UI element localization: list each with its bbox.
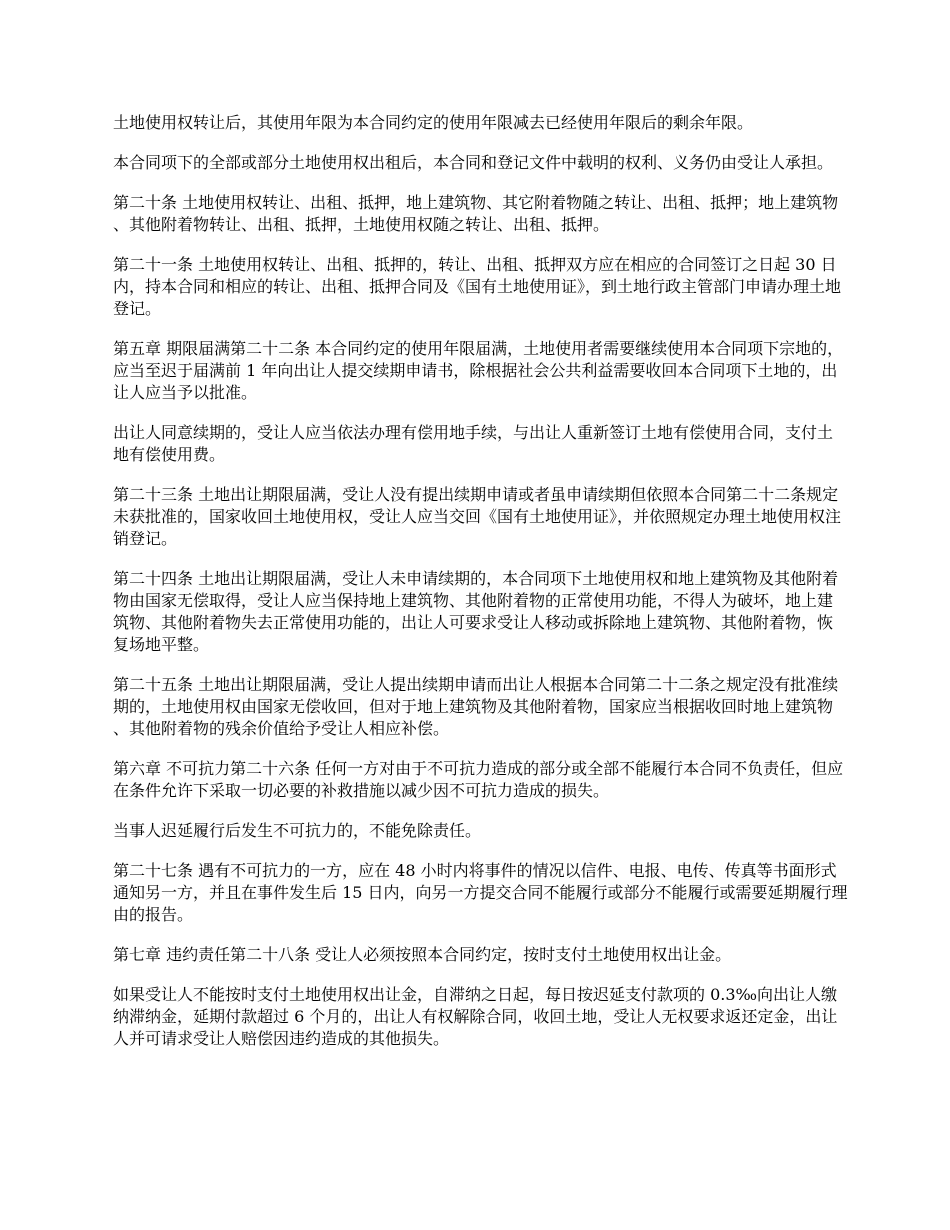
paragraph-article-20: 第二十条 土地使用权转让、出租、抵押，地上建筑物、其它附着物随之转让、出租、抵押；地上建筑物、其他附着物转让、出租、抵押，土地使用权随之转让、出租、抵押。 <box>113 193 839 234</box>
document-page <box>113 112 848 1068</box>
paragraph-article-24: 第二十四条 土地出让期限届满，受让人未申请续期的，本合同项下土地使用权和地上建筑物及其他附着物由国家无偿取得，受让人应当保持地上建筑物、其他附着物的正常使用功能，不得人为破坏，地上建筑物、其他附着物失去正常使用功能的，出让人可要求受让人移动或拆除地上建筑物、其他附着物，恢复场地平整。 <box>113 569 839 654</box>
paragraph-chapter-5-article-22: 第五章 期限届满第二十二条 本合同约定的使用年限届满，土地使用者需要继续使用本合同项下宗地的，应当至迟于届满前 1 年向出让人提交续期申请书，除根据社会公共利益需要收回本合同项下土地的，出让人应当予以批准。 <box>113 339 844 402</box>
paragraph-lease-obligations: 本合同项下的全部或部分土地使用权出租后，本合同和登记文件中载明的权利、义务仍由受让人承担。 <box>113 153 834 172</box>
paragraph-renewal-procedure: 出让人同意续期的，受让人应当依法办理有偿用地手续，与出让人重新签订土地有偿使用合同，支付土地有偿使用费。 <box>113 423 834 464</box>
paragraph-chapter-7-article-28: 第七章 违约责任第二十八条 受让人必须按照本合同约定，按时支付土地使用权出让金。 <box>113 945 732 964</box>
paragraph-article-25: 第二十五条 土地出让期限届满，受让人提出续期申请而出让人根据本合同第二十二条之规定没有批准续期的，土地使用权由国家无偿收回，但对于地上建筑物及其他附着物，国家应当根据收回时地上建筑物、其他附着物的残余价值给予受让人相应补偿。 <box>113 675 839 738</box>
paragraph-late-payment: 如果受让人不能按时支付土地使用权出让金，自滞纳之日起，每日按迟延支付款项的 0.3‰向出让人缴纳滞纳金，延期付款超过 6 个月的，出让人有权解除合同，收回土地，受让人无权要求返还定金，出让人并可请求受让人赔偿因违约造成的其他损失。 <box>113 985 838 1048</box>
paragraph-article-23: 第二十三条 土地出让期限届满，受让人没有提出续期申请或者虽申请续期但依照本合同第二十二条规定未获批准的，国家收回土地使用权，受让人应当交回《国有土地使用证》，并依照规定办理土地使用权注销登记。 <box>113 485 842 548</box>
paragraph-chapter-6-article-26: 第六章 不可抗力第二十六条 任何一方对由于不可抗力造成的部分或全部不能履行本合同不负责任，但应在条件允许下采取一切必要的补救措施以减少因不可抗力造成的损失。 <box>113 759 844 800</box>
paragraph-article-27: 第二十七条 遇有不可抗力的一方，应在 48 小时内将事件的情况以信件、电报、电传、传真等书面形式通知另一方，并且在事件发生后 15 日内，向另一方提交合同不能履行或部分不能履行或需要延期履行理由的报告。 <box>113 861 848 924</box>
paragraph-delay-force-majeure: 当事人迟延履行后发生不可抗力的，不能免除责任。 <box>113 821 482 840</box>
paragraph-remaining-term: 土地使用权转让后，其使用年限为本合同约定的使用年限减去已经使用年限后的剩余年限。 <box>113 113 754 132</box>
paragraph-article-21: 第二十一条 土地使用权转让、出租、抵押的，转让、出租、抵押双方应在相应的合同签订之日起 30 日内，持本合同和相应的转让、出租、抵押合同及《国有土地使用证》，到土地行政主管部门申请办理土地登记。 <box>113 255 842 318</box>
